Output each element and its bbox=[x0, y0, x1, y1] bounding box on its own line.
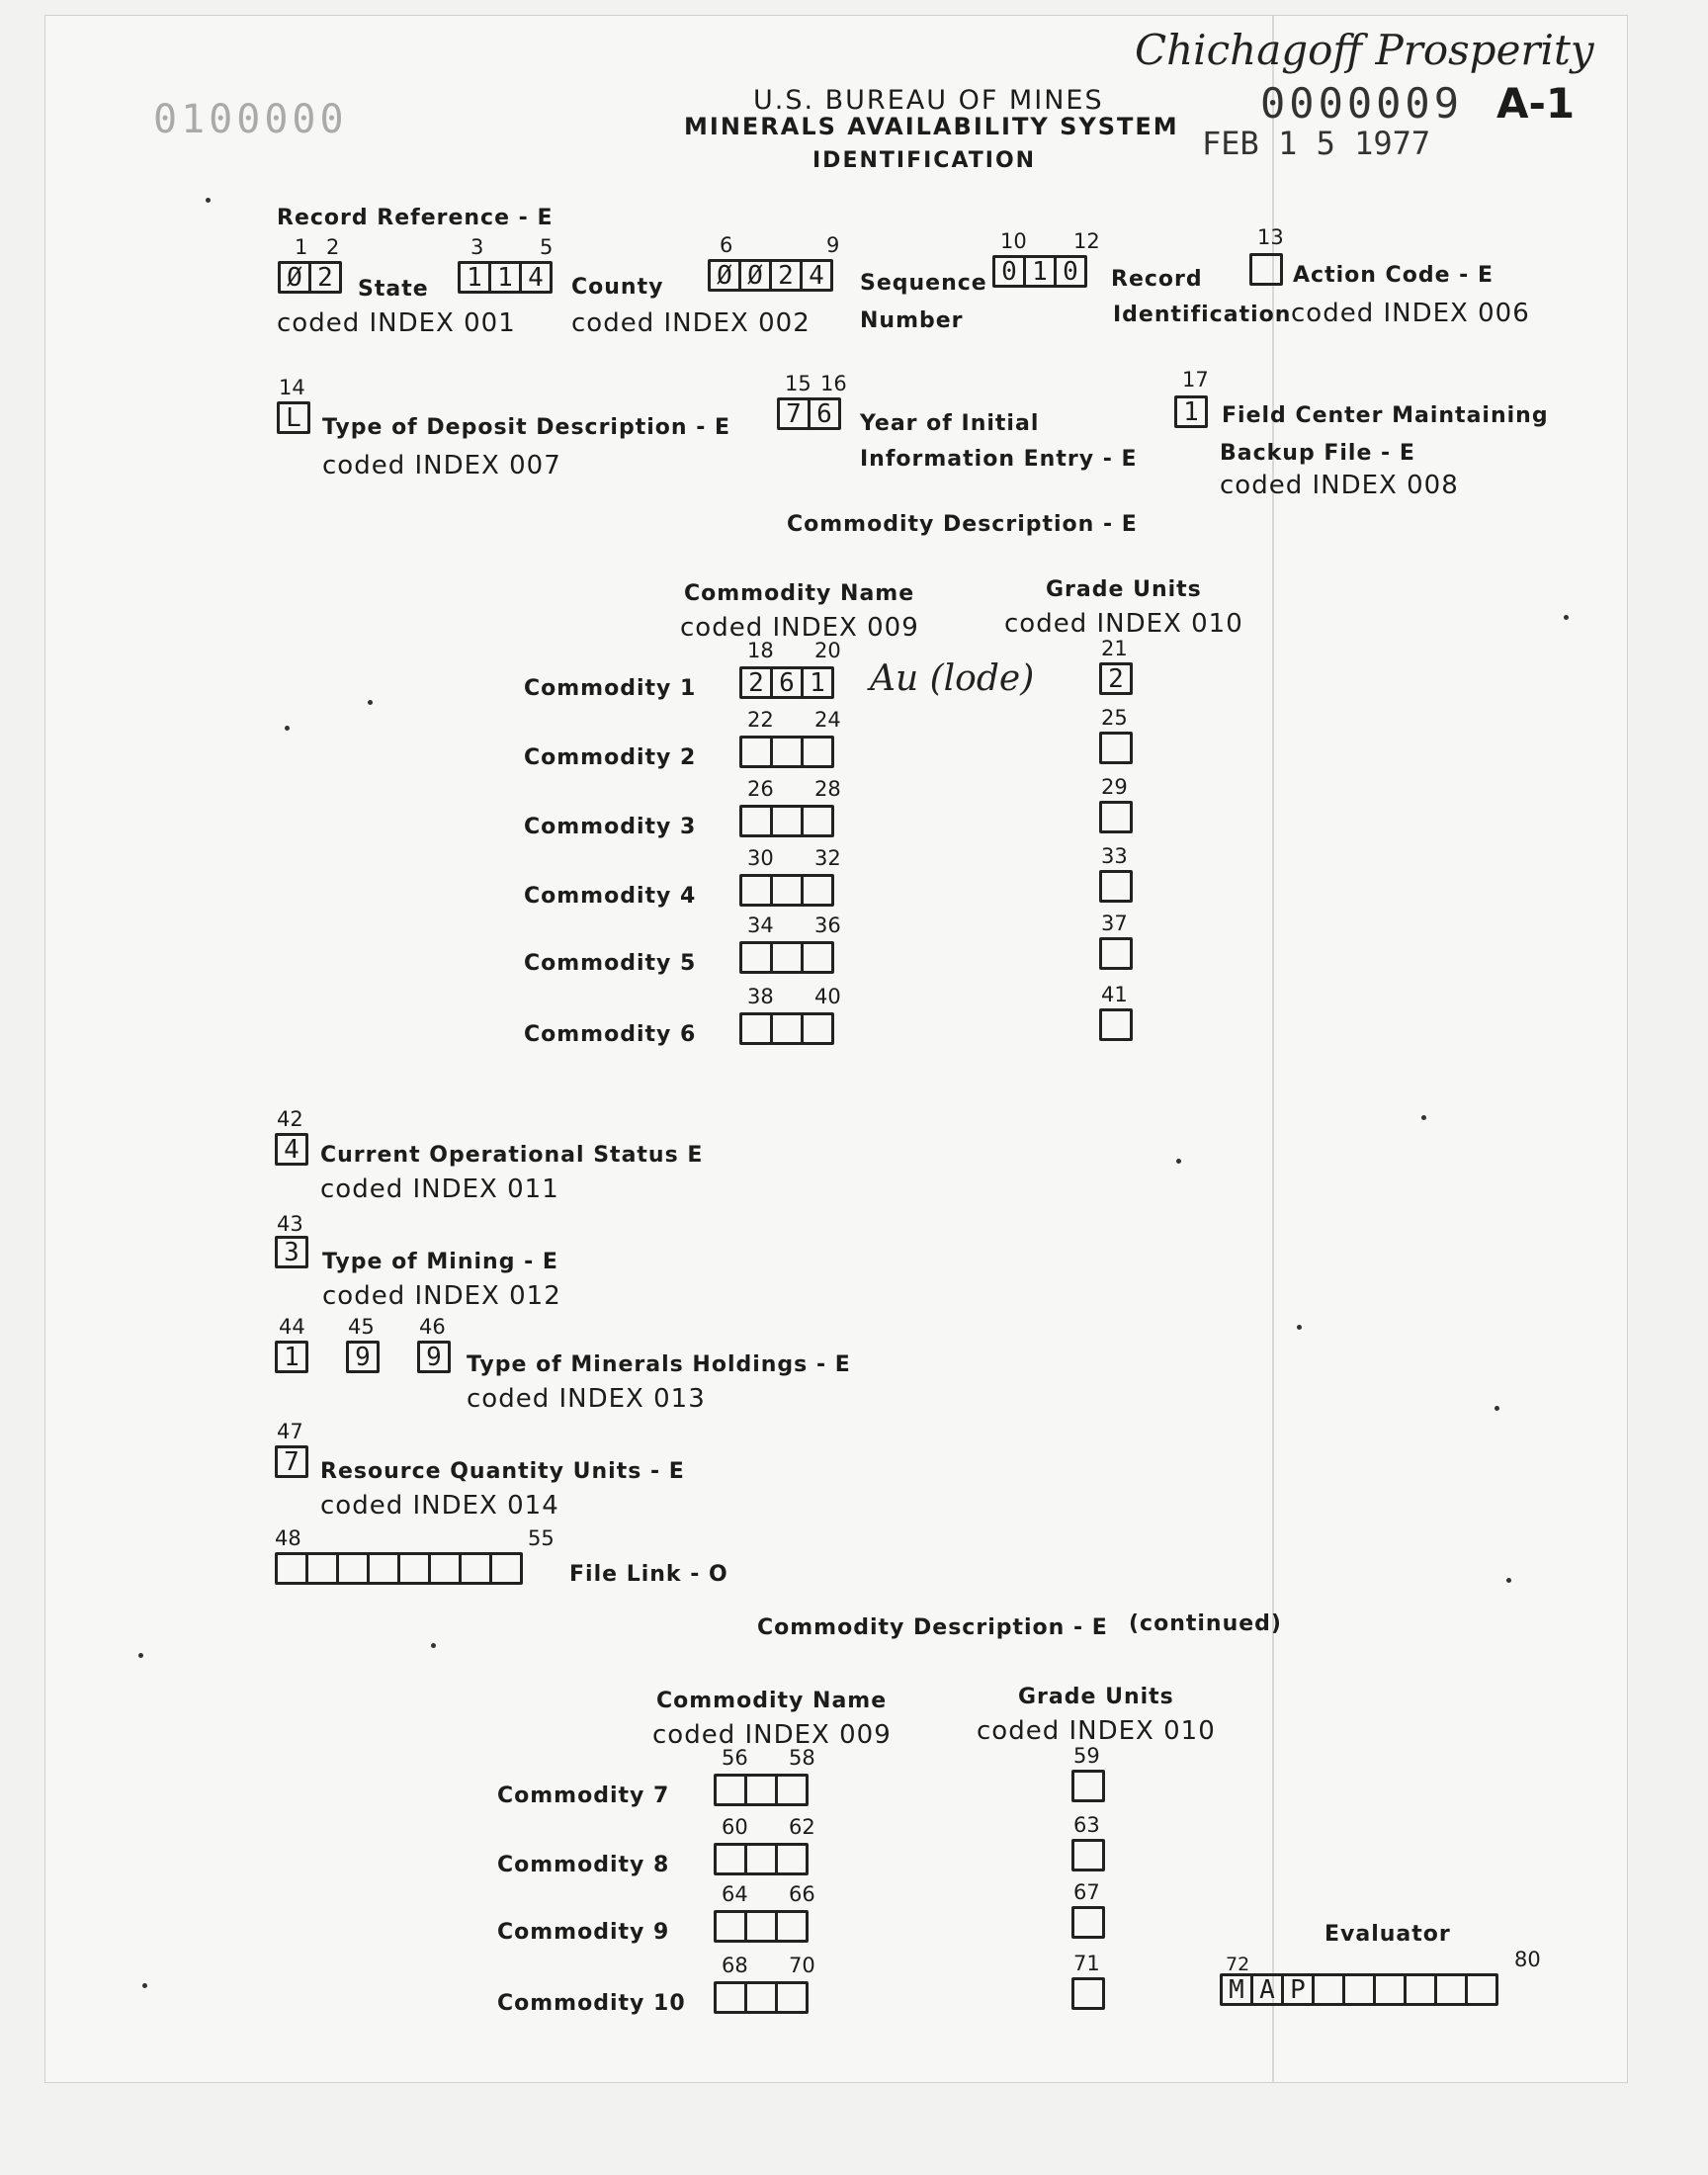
code-box[interactable] bbox=[714, 1843, 747, 1875]
action-code-label: Action Code - E bbox=[1293, 263, 1494, 288]
grade-units-box[interactable] bbox=[1099, 732, 1130, 764]
col-number: 41 bbox=[1101, 983, 1128, 1006]
grade-units-index-2: coded INDEX 010 bbox=[977, 1716, 1216, 1746]
sequence-boxes[interactable] bbox=[708, 259, 830, 292]
col-number: 72 bbox=[1226, 1954, 1250, 1975]
col-number: 28 bbox=[814, 777, 841, 801]
record-reference-title: Record Reference - E bbox=[277, 206, 554, 230]
col-number: 70 bbox=[789, 1954, 815, 1977]
commodity-label: Commodity 4 bbox=[524, 884, 697, 909]
corner-pencil-number: 0100000 bbox=[153, 97, 348, 142]
code-box[interactable] bbox=[1312, 1973, 1345, 2006]
col-number: 42 bbox=[277, 1107, 303, 1131]
code-box[interactable]: 0 bbox=[992, 255, 1026, 288]
code-box[interactable] bbox=[770, 805, 804, 837]
code-box[interactable] bbox=[459, 1552, 492, 1585]
continued-label: (continued) bbox=[1129, 1611, 1282, 1636]
grade-units-box[interactable] bbox=[1099, 662, 1130, 695]
grade-units-box[interactable] bbox=[1071, 1906, 1102, 1939]
col-number: 60 bbox=[722, 1815, 748, 1839]
code-box[interactable]: Ø bbox=[278, 261, 311, 294]
code-box[interactable] bbox=[367, 1552, 400, 1585]
col-number: 12 bbox=[1073, 229, 1100, 253]
code-box[interactable] bbox=[714, 1774, 747, 1806]
grade-units-box[interactable] bbox=[1099, 801, 1130, 833]
commodity-label: Commodity 2 bbox=[524, 745, 697, 770]
code-box[interactable] bbox=[739, 805, 773, 837]
code-box[interactable] bbox=[801, 941, 834, 974]
code-box[interactable] bbox=[775, 1774, 809, 1806]
commodity-section-title: Commodity Description - E bbox=[787, 512, 1138, 537]
code-box[interactable] bbox=[275, 1552, 308, 1585]
field-center-index: coded INDEX 008 bbox=[1220, 471, 1459, 500]
code-box[interactable] bbox=[336, 1552, 370, 1585]
evaluator-label: Evaluator bbox=[1324, 1922, 1451, 1947]
col-number: 46 bbox=[419, 1315, 446, 1339]
col-number: 68 bbox=[722, 1954, 748, 1977]
county-code-boxes[interactable] bbox=[458, 261, 550, 294]
col-number: 18 bbox=[747, 639, 774, 662]
col-number: 64 bbox=[722, 1882, 748, 1906]
code-box[interactable]: 1 bbox=[275, 1341, 308, 1373]
commodity-label: Commodity 1 bbox=[524, 676, 697, 701]
code-box[interactable] bbox=[770, 1012, 804, 1045]
col-number: 3 bbox=[470, 235, 484, 259]
col-number: 56 bbox=[722, 1746, 748, 1770]
code-box[interactable] bbox=[744, 1910, 778, 1943]
code-box[interactable]: 4 bbox=[275, 1133, 308, 1166]
col-number: 30 bbox=[747, 846, 774, 870]
commodity-label: Commodity 7 bbox=[497, 1784, 670, 1808]
scan-speck bbox=[1421, 1115, 1426, 1120]
sequence-label: Sequence bbox=[860, 271, 987, 296]
col-number: 20 bbox=[814, 639, 841, 662]
col-number: 66 bbox=[789, 1882, 815, 1906]
col-number: 62 bbox=[789, 1815, 815, 1839]
record-label: Record bbox=[1111, 267, 1203, 292]
code-box[interactable]: 7 bbox=[777, 397, 811, 430]
commodity-code-boxes[interactable] bbox=[714, 1981, 806, 2014]
code-box[interactable]: M bbox=[1220, 1973, 1253, 2006]
sequence-label-2: Number bbox=[860, 308, 964, 333]
holdings-box-3[interactable] bbox=[417, 1341, 448, 1373]
commodity-label: Commodity 9 bbox=[497, 1920, 670, 1945]
commodity-code-boxes[interactable] bbox=[739, 805, 831, 837]
operational-status-label: Current Operational Status E bbox=[320, 1143, 704, 1168]
code-box[interactable]: 2 bbox=[308, 261, 342, 294]
code-box[interactable] bbox=[1249, 253, 1283, 286]
code-box[interactable] bbox=[1434, 1973, 1468, 2006]
field-center-box[interactable] bbox=[1174, 395, 1205, 428]
commodity-code-boxes[interactable] bbox=[739, 1012, 831, 1045]
holdings-label: Type of Minerals Holdings - E bbox=[467, 1352, 851, 1377]
code-box[interactable]: 2 bbox=[769, 259, 803, 292]
code-box[interactable]: 6 bbox=[770, 666, 804, 699]
code-box[interactable] bbox=[1099, 801, 1133, 833]
scan-speck bbox=[1297, 1325, 1302, 1330]
commodity-code-boxes[interactable] bbox=[739, 666, 831, 699]
col-number: 38 bbox=[747, 985, 774, 1008]
evaluator-boxes[interactable] bbox=[1220, 1973, 1495, 2006]
holdings-index: coded INDEX 013 bbox=[467, 1384, 706, 1414]
record-label-2: Identification bbox=[1113, 303, 1292, 327]
code-box[interactable] bbox=[775, 1843, 809, 1875]
county-index: coded INDEX 002 bbox=[571, 308, 811, 338]
commodity-code-boxes[interactable] bbox=[714, 1843, 806, 1875]
code-box[interactable] bbox=[1099, 870, 1133, 903]
code-box[interactable]: 2 bbox=[739, 666, 773, 699]
col-number: 25 bbox=[1101, 706, 1128, 730]
grade-units-index: coded INDEX 010 bbox=[1004, 609, 1243, 639]
year-entry-label-2: Information Entry - E bbox=[860, 447, 1138, 472]
commodity-section-title-2: Commodity Description - E bbox=[757, 1615, 1108, 1640]
col-number: 29 bbox=[1101, 775, 1128, 799]
col-number: 59 bbox=[1073, 1744, 1100, 1768]
resource-units-label: Resource Quantity Units - E bbox=[320, 1459, 685, 1484]
code-box[interactable] bbox=[1071, 1977, 1105, 2010]
code-box[interactable]: 9 bbox=[417, 1341, 451, 1373]
code-box[interactable] bbox=[744, 1774, 778, 1806]
grade-units-box[interactable] bbox=[1071, 1770, 1102, 1802]
commodity-label: Commodity 5 bbox=[524, 951, 697, 976]
code-box[interactable] bbox=[1465, 1973, 1498, 2006]
code-box[interactable]: 2 bbox=[1099, 662, 1133, 695]
col-number: 5 bbox=[540, 235, 554, 259]
code-box[interactable] bbox=[714, 1910, 747, 1943]
col-number: 80 bbox=[1514, 1948, 1541, 1971]
resource-units-index: coded INDEX 014 bbox=[320, 1491, 559, 1521]
state-label: State bbox=[358, 277, 429, 302]
year-entry-boxes[interactable] bbox=[777, 397, 838, 430]
year-entry-label: Year of Initial bbox=[860, 411, 1040, 436]
code-box[interactable] bbox=[1071, 1770, 1105, 1802]
scan-speck bbox=[431, 1643, 436, 1648]
col-number: 43 bbox=[277, 1212, 303, 1236]
stamp-number: 0000009 bbox=[1260, 79, 1464, 128]
col-number: 32 bbox=[814, 846, 841, 870]
grade-units-box[interactable] bbox=[1071, 1839, 1102, 1871]
commodity-name-header: Commodity Name bbox=[684, 581, 915, 606]
code-box[interactable]: 0 bbox=[1054, 255, 1087, 288]
form-title: IDENTIFICATION bbox=[812, 148, 1037, 173]
code-box[interactable]: 6 bbox=[808, 397, 841, 430]
grade-units-box[interactable] bbox=[1099, 1008, 1130, 1041]
col-number: 15 bbox=[785, 372, 811, 395]
code-box[interactable] bbox=[801, 736, 834, 768]
col-number: 71 bbox=[1073, 1952, 1100, 1975]
code-box[interactable]: Ø bbox=[738, 259, 772, 292]
grade-units-header: Grade Units bbox=[1046, 577, 1202, 602]
col-number: 6 bbox=[720, 233, 733, 257]
form-code: A-1 bbox=[1496, 79, 1576, 128]
col-number: 2 bbox=[326, 235, 340, 259]
code-box[interactable] bbox=[739, 1012, 773, 1045]
code-box[interactable] bbox=[1404, 1973, 1437, 2006]
commodity-name-index-2: coded INDEX 009 bbox=[652, 1720, 892, 1750]
col-number: 40 bbox=[814, 985, 841, 1008]
commodity-label: Commodity 10 bbox=[497, 1991, 686, 2016]
state-index: coded INDEX 001 bbox=[277, 308, 516, 338]
grade-units-box[interactable] bbox=[1099, 937, 1130, 970]
field-center-label: Field Center Maintaining bbox=[1222, 403, 1549, 428]
col-number: 14 bbox=[279, 376, 305, 399]
col-number: 55 bbox=[528, 1526, 555, 1550]
col-number: 33 bbox=[1101, 844, 1128, 868]
code-box[interactable]: 1 bbox=[1023, 255, 1057, 288]
code-box[interactable] bbox=[1099, 937, 1133, 970]
code-box[interactable] bbox=[770, 941, 804, 974]
col-number: 17 bbox=[1182, 368, 1209, 392]
scan-speck bbox=[1176, 1159, 1181, 1164]
code-box[interactable] bbox=[739, 874, 773, 907]
commodity-code-boxes[interactable] bbox=[714, 1774, 806, 1806]
grade-units-box[interactable] bbox=[1099, 870, 1130, 903]
handwritten-deposit-name: Chichagoff Prosperity bbox=[1135, 26, 1594, 74]
code-box[interactable] bbox=[489, 1552, 523, 1585]
holdings-box-1[interactable] bbox=[275, 1341, 305, 1373]
col-number: 16 bbox=[820, 372, 847, 395]
commodity-code-boxes[interactable] bbox=[739, 941, 831, 974]
code-box[interactable]: 1 bbox=[488, 261, 522, 294]
code-box[interactable] bbox=[397, 1552, 431, 1585]
code-box[interactable] bbox=[744, 1981, 778, 2014]
col-number: 22 bbox=[747, 708, 774, 732]
code-box[interactable]: 9 bbox=[346, 1341, 380, 1373]
scan-speck bbox=[1494, 1406, 1499, 1411]
col-number: 26 bbox=[747, 777, 774, 801]
code-box[interactable] bbox=[739, 941, 773, 974]
file-link-label: File Link - O bbox=[569, 1562, 728, 1587]
code-box[interactable] bbox=[775, 1981, 809, 2014]
code-box[interactable] bbox=[801, 805, 834, 837]
col-number: 24 bbox=[814, 708, 841, 732]
deposit-type-label: Type of Deposit Description - E bbox=[322, 415, 731, 440]
scan-speck bbox=[142, 1983, 147, 1988]
col-number: 67 bbox=[1073, 1880, 1100, 1904]
mining-type-label: Type of Mining - E bbox=[322, 1250, 558, 1274]
operational-status-box[interactable] bbox=[275, 1133, 305, 1166]
code-box[interactable] bbox=[775, 1910, 809, 1943]
commodity-code-boxes[interactable] bbox=[714, 1910, 806, 1943]
col-number: 36 bbox=[814, 914, 841, 937]
col-number: 47 bbox=[277, 1420, 303, 1443]
scan-speck bbox=[368, 700, 373, 705]
commodity-code-boxes[interactable] bbox=[739, 874, 831, 907]
scan-speck bbox=[206, 198, 211, 203]
agency-title: U.S. BUREAU OF MINES bbox=[753, 85, 1104, 116]
action-code-index: coded INDEX 006 bbox=[1291, 299, 1530, 328]
code-box[interactable] bbox=[801, 1012, 834, 1045]
code-box[interactable] bbox=[1099, 732, 1133, 764]
action-code-box[interactable] bbox=[1249, 253, 1280, 286]
commodity-name-header-2: Commodity Name bbox=[656, 1689, 888, 1713]
code-box[interactable] bbox=[739, 736, 773, 768]
grade-units-header-2: Grade Units bbox=[1018, 1685, 1174, 1709]
holdings-box-2[interactable] bbox=[346, 1341, 377, 1373]
scan-speck bbox=[285, 726, 290, 731]
deposit-type-box[interactable] bbox=[277, 401, 307, 434]
handwritten-commodity-note: Au (lode) bbox=[870, 658, 1035, 699]
code-box[interactable]: L bbox=[277, 401, 310, 434]
operational-status-index: coded INDEX 011 bbox=[320, 1174, 559, 1204]
code-box[interactable]: A bbox=[1250, 1973, 1284, 2006]
code-box[interactable] bbox=[744, 1843, 778, 1875]
col-number: 9 bbox=[826, 233, 840, 257]
code-box[interactable]: 7 bbox=[275, 1445, 308, 1478]
commodity-label: Commodity 8 bbox=[497, 1853, 670, 1877]
code-box[interactable] bbox=[428, 1552, 462, 1585]
col-number: 37 bbox=[1101, 912, 1128, 935]
code-box[interactable] bbox=[1071, 1839, 1105, 1871]
system-title: MINERALS AVAILABILITY SYSTEM bbox=[684, 113, 1179, 140]
code-box[interactable]: P bbox=[1281, 1973, 1315, 2006]
col-number: 34 bbox=[747, 914, 774, 937]
deposit-type-index: coded INDEX 007 bbox=[322, 451, 561, 480]
grade-units-box[interactable] bbox=[1071, 1977, 1102, 2010]
field-center-label-2: Backup File - E bbox=[1220, 441, 1415, 466]
col-number: 1 bbox=[295, 235, 308, 259]
col-number: 58 bbox=[789, 1746, 815, 1770]
state-code-boxes[interactable] bbox=[278, 261, 339, 294]
col-number: 13 bbox=[1257, 225, 1284, 249]
code-box[interactable] bbox=[1342, 1973, 1376, 2006]
scan-speck bbox=[1506, 1578, 1511, 1583]
col-number: 45 bbox=[348, 1315, 375, 1339]
stamp-date: FEB 1 5 1977 bbox=[1202, 125, 1431, 162]
code-box[interactable] bbox=[770, 736, 804, 768]
code-box[interactable] bbox=[714, 1981, 747, 2014]
county-label: County bbox=[571, 275, 664, 300]
commodity-label: Commodity 3 bbox=[524, 815, 697, 839]
col-number: 48 bbox=[275, 1526, 301, 1550]
code-box[interactable]: 4 bbox=[519, 261, 553, 294]
code-box[interactable]: 1 bbox=[1174, 395, 1208, 428]
scan-speck bbox=[138, 1653, 143, 1658]
record-id-boxes[interactable] bbox=[992, 255, 1084, 288]
col-number: 63 bbox=[1073, 1813, 1100, 1837]
code-box[interactable] bbox=[1373, 1973, 1407, 2006]
code-box[interactable]: 1 bbox=[801, 666, 834, 699]
col-number: 21 bbox=[1101, 637, 1128, 660]
col-number: 10 bbox=[1000, 229, 1027, 253]
code-box[interactable] bbox=[770, 874, 804, 907]
code-box[interactable] bbox=[305, 1552, 339, 1585]
scan-speck bbox=[1564, 615, 1569, 620]
code-box[interactable]: Ø bbox=[708, 259, 741, 292]
commodity-name-index: coded INDEX 009 bbox=[680, 613, 919, 643]
commodity-label: Commodity 6 bbox=[524, 1022, 697, 1047]
file-link-boxes[interactable] bbox=[275, 1552, 520, 1585]
code-box[interactable]: 1 bbox=[458, 261, 491, 294]
code-box[interactable] bbox=[1099, 1008, 1133, 1041]
mining-type-box[interactable] bbox=[275, 1236, 305, 1268]
code-box[interactable] bbox=[1071, 1906, 1105, 1939]
col-number: 44 bbox=[279, 1315, 305, 1339]
resource-units-box[interactable] bbox=[275, 1445, 305, 1478]
code-box[interactable]: 4 bbox=[800, 259, 833, 292]
code-box[interactable] bbox=[801, 874, 834, 907]
commodity-code-boxes[interactable] bbox=[739, 736, 831, 768]
code-box[interactable]: 3 bbox=[275, 1236, 308, 1268]
mining-type-index: coded INDEX 012 bbox=[322, 1281, 561, 1311]
